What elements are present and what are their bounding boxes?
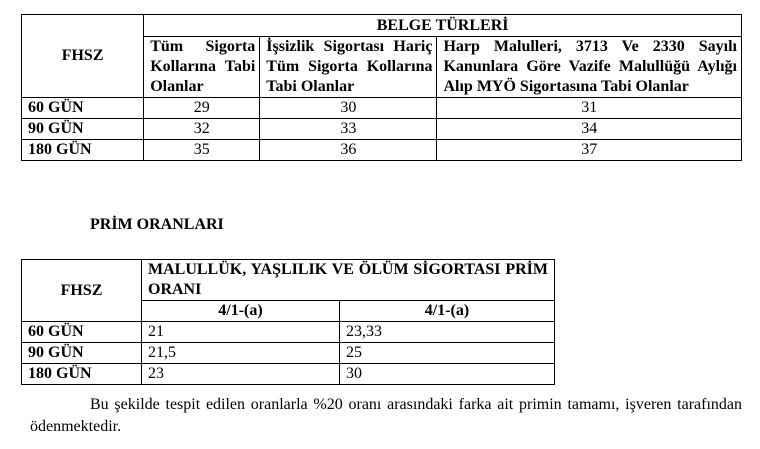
row-label: 180 GÜN — [22, 140, 144, 161]
table-cell: 30 — [340, 364, 555, 385]
belge-turleri-header: BELGE TÜRLERİ — [144, 15, 742, 37]
table-cell: 21,5 — [142, 343, 340, 364]
col-harp-malulleri-header: Harp Malulleri, 3713 Ve 2330 Sayılı Kanunlara Göre Vazife Malullüğü Aylığı Alıp MYÖ Sigortasına Tabi Olanlar — [437, 37, 742, 98]
table-cell: 34 — [437, 119, 742, 140]
table-cell: 21 — [142, 322, 340, 343]
footnote-paragraph: Bu şekilde tespit edilen oranlarla %20 oranı arasındaki farka ait primin tamamı, işveren tarafından ödenmektedir. — [30, 396, 742, 435]
section-title: PRİM ORANLARI — [90, 216, 224, 233]
table-cell: 31 — [437, 98, 742, 119]
col-tum-sigorta-header: Tüm Sigorta Kollarına Tabi Olanlar — [144, 37, 260, 98]
table-cell: 29 — [144, 98, 260, 119]
table-row — [22, 140, 742, 161]
table-header-row — [22, 15, 742, 37]
table-cell: 33 — [260, 119, 437, 140]
prim-oranlari-table — [21, 259, 555, 385]
prim-orani-header: MALULLÜK, YAŞLILIK VE ÖLÜM SİGORTASI PRİM ORANI — [142, 260, 555, 301]
col-4-1-a-header: 4/1-(a) — [142, 301, 340, 322]
row-label: 90 GÜN — [22, 343, 142, 364]
col-issizlik-haric-header: İşsizlik Sigortası Hariç Tüm Sigorta Kollarına Tabi Olanlar — [260, 37, 437, 98]
row-label: 180 GÜN — [22, 364, 142, 385]
fhsz-header: FHSZ — [22, 260, 142, 322]
table-cell: 32 — [144, 119, 260, 140]
table-cell: 37 — [437, 140, 742, 161]
table-row — [22, 322, 555, 343]
table-row — [22, 98, 742, 119]
table-row — [22, 119, 742, 140]
row-label: 60 GÜN — [22, 322, 142, 343]
row-label: 90 GÜN — [22, 119, 144, 140]
table-cell: 25 — [340, 343, 555, 364]
row-label: 60 GÜN — [22, 98, 144, 119]
fhsz-header: FHSZ — [22, 15, 144, 98]
table-row — [22, 364, 555, 385]
table-cell: 23 — [142, 364, 340, 385]
table-cell: 36 — [260, 140, 437, 161]
table-header-row — [22, 260, 555, 301]
table-cell: 30 — [260, 98, 437, 119]
col-4-1-a-header-2: 4/1-(a) — [340, 301, 555, 322]
table-cell: 23,33 — [340, 322, 555, 343]
table-cell: 35 — [144, 140, 260, 161]
table-row — [22, 343, 555, 364]
belge-turleri-table — [21, 14, 742, 161]
